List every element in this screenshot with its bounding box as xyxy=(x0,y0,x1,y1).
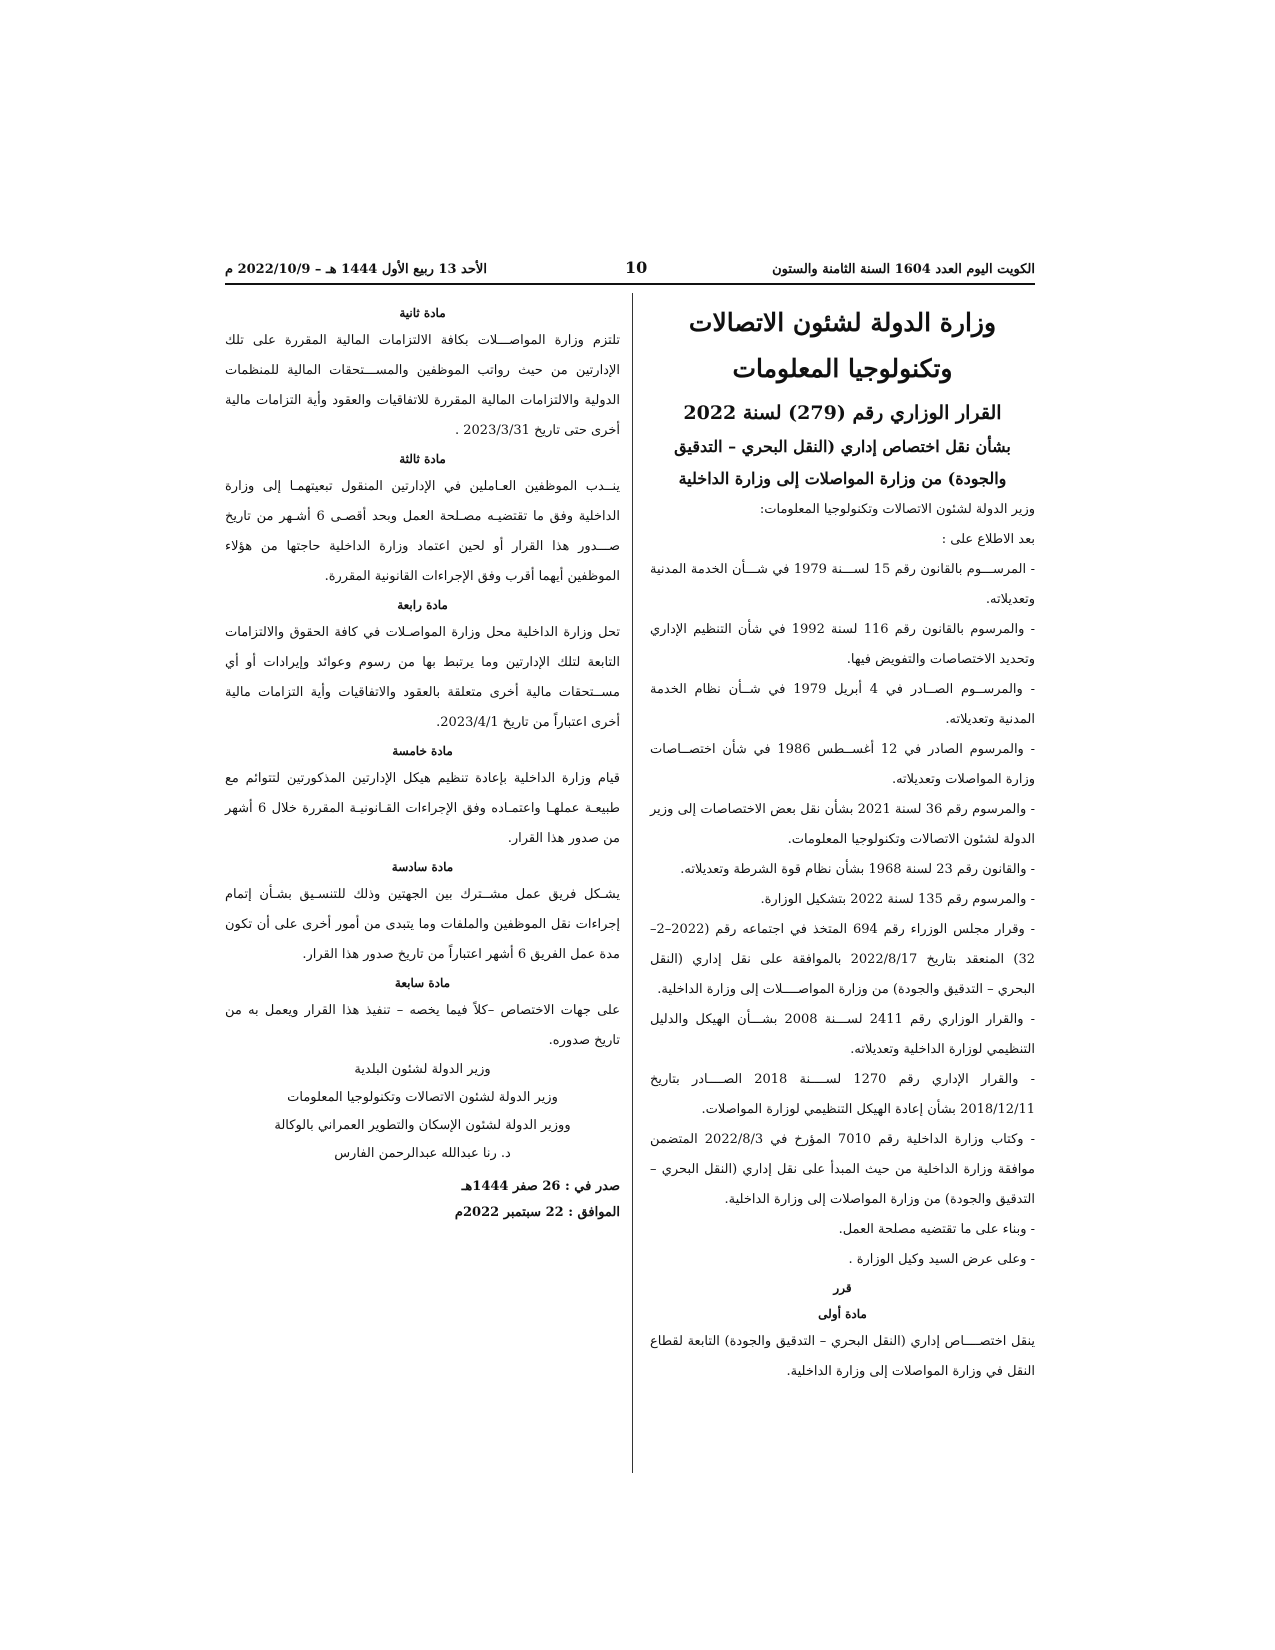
decision-subject-line2: والجودة) من وزارة المواصلات إلى وزارة الداخلية xyxy=(678,469,1007,488)
issue-dates xyxy=(225,1174,620,1226)
article-title: مادة رابعة xyxy=(397,598,448,612)
article-title: مادة ثالثة xyxy=(399,452,446,466)
decision-subject-line1: بشأن نقل اختصاص إداري (النقل البحري – التدقيق xyxy=(674,437,1011,456)
consideration-item: - والمرسوم بالقانون رقم 116 لسنة 1992 في شأن التنظيم الإداري وتحديد الاختصاصات والتفويض فيها. xyxy=(650,622,1035,667)
consideration-item: - والقرار الإداري رقم 1270 لســــنة 2018 الصــــادر بتاريخ 2018/12/11 بشأن إعادة الهيكل التنظيمي لوزارة المواصلات. xyxy=(650,1072,1035,1117)
signature-title-2: وزير الدولة لشئون الاتصالات وتكنولوجيا المعلومات xyxy=(287,1090,558,1105)
minister-intro: وزير الدولة لشئون الاتصالات وتكنولوجيا المعلومات: xyxy=(759,502,1035,517)
consideration-item: - والمرســوم الصــادر في 4 أبريل 1979 في شــأن نظام الخدمة المدنية وتعديلاته. xyxy=(650,682,1035,727)
article-text: تحل وزارة الداخلية محل وزارة المواصـلات في كافة الحقوق والالتزامات التابعة لتلك الإدارتين وما يرتبط بها من رسوم وعوائد وإيرادات أو أي مســتحقات مالية أخرى متعلقة بالعقود والاتفاقيات وأية التزامات مالية أخرى اعتباراً من تاريخ 2023/4/1. xyxy=(225,625,620,730)
decision-title: القرار الوزاري رقم (279) لسنة 2022 xyxy=(683,402,1002,424)
decided-heading: قرر xyxy=(833,1281,852,1295)
article-text: ينــدب الموظفين العـاملين في الإدارتين المنقول تبعيتهمـا إلى وزارة الداخلية وفق ما تقتضيـه مصـلحة العمل وبحد أقصـى 6 أشـهر من تاريخ صـــدور هذا القرار أو لحين اعتماد وزارة الداخلية حاجتها من هؤلاء الموظفين أيهما أقرب وفق الإجراءات القانونية المقررة. xyxy=(225,479,621,584)
signature-title-3: ووزير الدولة لشئون الإسكان والتطوير العمراني بالوكالة xyxy=(274,1118,571,1133)
signature-title-1: وزير الدولة لشئون البلدية xyxy=(354,1062,491,1077)
left-column xyxy=(225,300,620,1226)
consideration-item: - والمرسوم رقم 36 لسنة 2021 بشأن نقل بعض الاختصاصات إلى وزير الدولة لشئون الاتصالات وتكنولوجيا المعلومات. xyxy=(650,802,1035,847)
issued-gregorian-date: الموافق : 22 سبتمبر 2022م xyxy=(454,1205,620,1220)
consideration-item: - وبناء على ما تقتضيه مصلحة العمل. xyxy=(838,1222,1035,1237)
consideration-item: - والمرسوم الصادر في 12 أغســطس 1986 في شأن اختصــاصات وزارة المواصلات وتعديلاته. xyxy=(650,742,1035,787)
article-title: مادة سابعة xyxy=(394,976,451,990)
article-title: مادة خامسة xyxy=(392,744,453,758)
ministry-title-line1: وزارة الدولة لشئون الاتصالات xyxy=(688,308,997,337)
consideration-item: - والمرسوم رقم 135 لسنة 2022 بتشكيل الوزارة. xyxy=(760,892,1035,907)
right-column xyxy=(650,300,1035,1387)
article-title: مادة أولى xyxy=(818,1307,867,1321)
publication-info: الكويت اليوم العدد 1604 السنة الثامنة والستون xyxy=(772,262,1035,277)
issued-hijri-date: صدر في : 26 صفر 1444هـ xyxy=(461,1179,620,1194)
consideration-item: - وقرار مجلس الوزراء رقم 694 المتخذ في اجتماعه رقم (2022–2–32) المنعقد بتاريخ 2022/8/17 بالموافقة على نقل إداري (النقل البحري – التدقيق والجودة) من وزارة المواصــــلات إلى وزارة الداخلية. xyxy=(650,922,1035,997)
article-text: قيام وزارة الداخلية بإعادة تنظيم هيكل الإدارتين المذكورتين لتتوائم مع طبيعـة عملهـا واعتمـاده وفق الإجراءات القـانونيـة المقررة خلال 6 أشهر من صدور هذا القرار. xyxy=(225,771,620,846)
consideration-item: - وعلى عرض السيد وكيل الوزارة . xyxy=(848,1252,1035,1267)
consideration-item: - وكتاب وزارة الداخلية رقم 7010 المؤرخ في 2022/8/3 المتضمن موافقة وزارة الداخلية من حيث المبدأ على نقل إداري (النقل البحري – التدقيق والجودة) من وزارة المواصلات إلى وزارة الداخلية. xyxy=(650,1132,1035,1207)
page-number: 10 xyxy=(625,258,648,277)
column-divider xyxy=(632,293,633,1473)
article-title: مادة سادسة xyxy=(391,860,454,874)
consideration-item: - والقرار الوزاري رقم 2411 لســـنة 2008 بشـــأن الهيكل والدليل التنظيمي لوزارة الداخلية وتعديلاته. xyxy=(650,1012,1035,1057)
consideration-item: - والقانون رقم 23 لسنة 1968 بشأن نظام قوة الشرطة وتعديلاته. xyxy=(680,862,1035,877)
ministry-title-line2: وتكنولوجيا المعلومات xyxy=(732,354,953,383)
article-text: تلتزم وزارة المواصـــلات بكافة الالتزامات المالية المقررة على تلك الإدارتين من حيث رواتب الموظفين والمســـتحقات المالية للمنظمات الدولية والالتزامات المالية المقررة للاتفاقيات والعقود وأية التزامات مالية أخرى حتى تاريخ 2023/3/31 . xyxy=(225,333,620,438)
consideration-item: - المرســـوم بالقانون رقم 15 لســـنة 1979 في شـــأن الخدمة المدنية وتعديلاته. xyxy=(650,562,1035,607)
article-text: ينقل اختصــــاص إداري (النقل البحري – التدقيق والجودة) التابعة لقطاع النقل في وزارة المواصلات إلى وزارة الداخلية. xyxy=(650,1334,1035,1379)
header-rule xyxy=(225,283,1035,285)
signatory-name: د. رنا عبدالله عبدالرحمن الفارس xyxy=(334,1146,511,1161)
header-date: الأحد 13 ربيع الأول 1444 هـ – 2022/10/9 م xyxy=(225,262,487,277)
article-text: على جهات الاختصاص –كلاً فيما يخصه – تنفيذ هذا القرار ويعمل به من تاريخ صدوره. xyxy=(225,1003,620,1048)
article-title: مادة ثانية xyxy=(399,306,446,320)
article-text: يشـكل فريق عمل مشــترك بين الجهتين وذلك للتنسـيق بشـأن إتمام إجراءات نقل الموظفين والملفات وما يتبدى من أمور أخرى على أن تكون مدة عمل الفريق 6 أشهر اعتباراً من تاريخ صدور هذا القرار. xyxy=(225,887,620,962)
after-review: بعد الاطلاع على : xyxy=(941,532,1035,547)
